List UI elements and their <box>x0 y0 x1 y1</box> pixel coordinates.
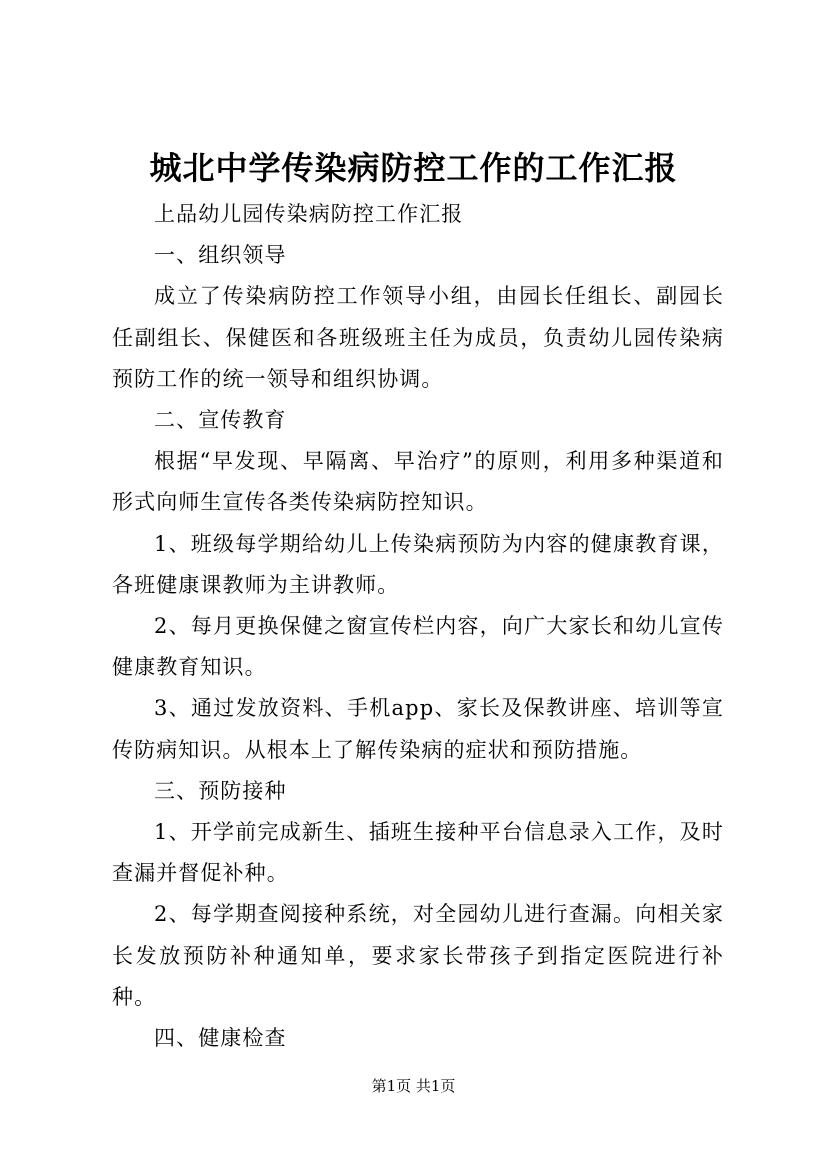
section-heading-education: 二、宣传教育 <box>154 408 287 433</box>
paragraph-vaccination-item-2: 2、每学期查阅接种系统，对全园幼儿进行查漏。向相关家长发放预防补种通知单，要求家长带孩子到指定医院进行补种。 <box>112 902 724 1009</box>
page-footer: 第1页 共1页 <box>371 1077 456 1095</box>
section-heading-organization: 一、组织领导 <box>154 243 287 268</box>
subtitle-paragraph: 上品幼儿园传染病防控工作汇报 <box>154 202 464 226</box>
paragraph-education-intro: 根据“早发现、早隔离、早治疗”的原则，利用多种渠道和形式向师生宣传各类传染病防控知识。 <box>112 449 724 515</box>
paragraph-education-item-2: 2、每月更换保健之窗宣传栏内容，向广大家长和幼儿宣传健康教育知识。 <box>112 614 724 680</box>
section-heading-health-check: 四、健康检查 <box>154 1026 287 1051</box>
paragraph-organization: 成立了传染病防控工作领导小组，由园长任组长、副园长任副组长、保健医和各班级班主任为成员，负责幼儿园传染病预防工作的统一领导和组织协调。 <box>112 284 724 391</box>
document-body <box>112 194 724 1059</box>
paragraph-vaccination-item-1: 1、开学前完成新生、插班生接种平台信息录入工作，及时查漏并督促补种。 <box>112 820 724 886</box>
paragraph-education-item-3: 3、通过发放资料、手机app、家长及保教讲座、培训等宣传防病知识。从根本上了解传染病的症状和预防措施。 <box>112 696 724 762</box>
paragraph-education-item-1: 1、班级每学期给幼儿上传染病预防为内容的健康教育课，各班健康课教师为主讲教师。 <box>112 531 724 597</box>
section-heading-vaccination: 三、预防接种 <box>154 778 287 803</box>
page-title: 城北中学传染病防控工作的工作汇报 <box>149 149 678 187</box>
